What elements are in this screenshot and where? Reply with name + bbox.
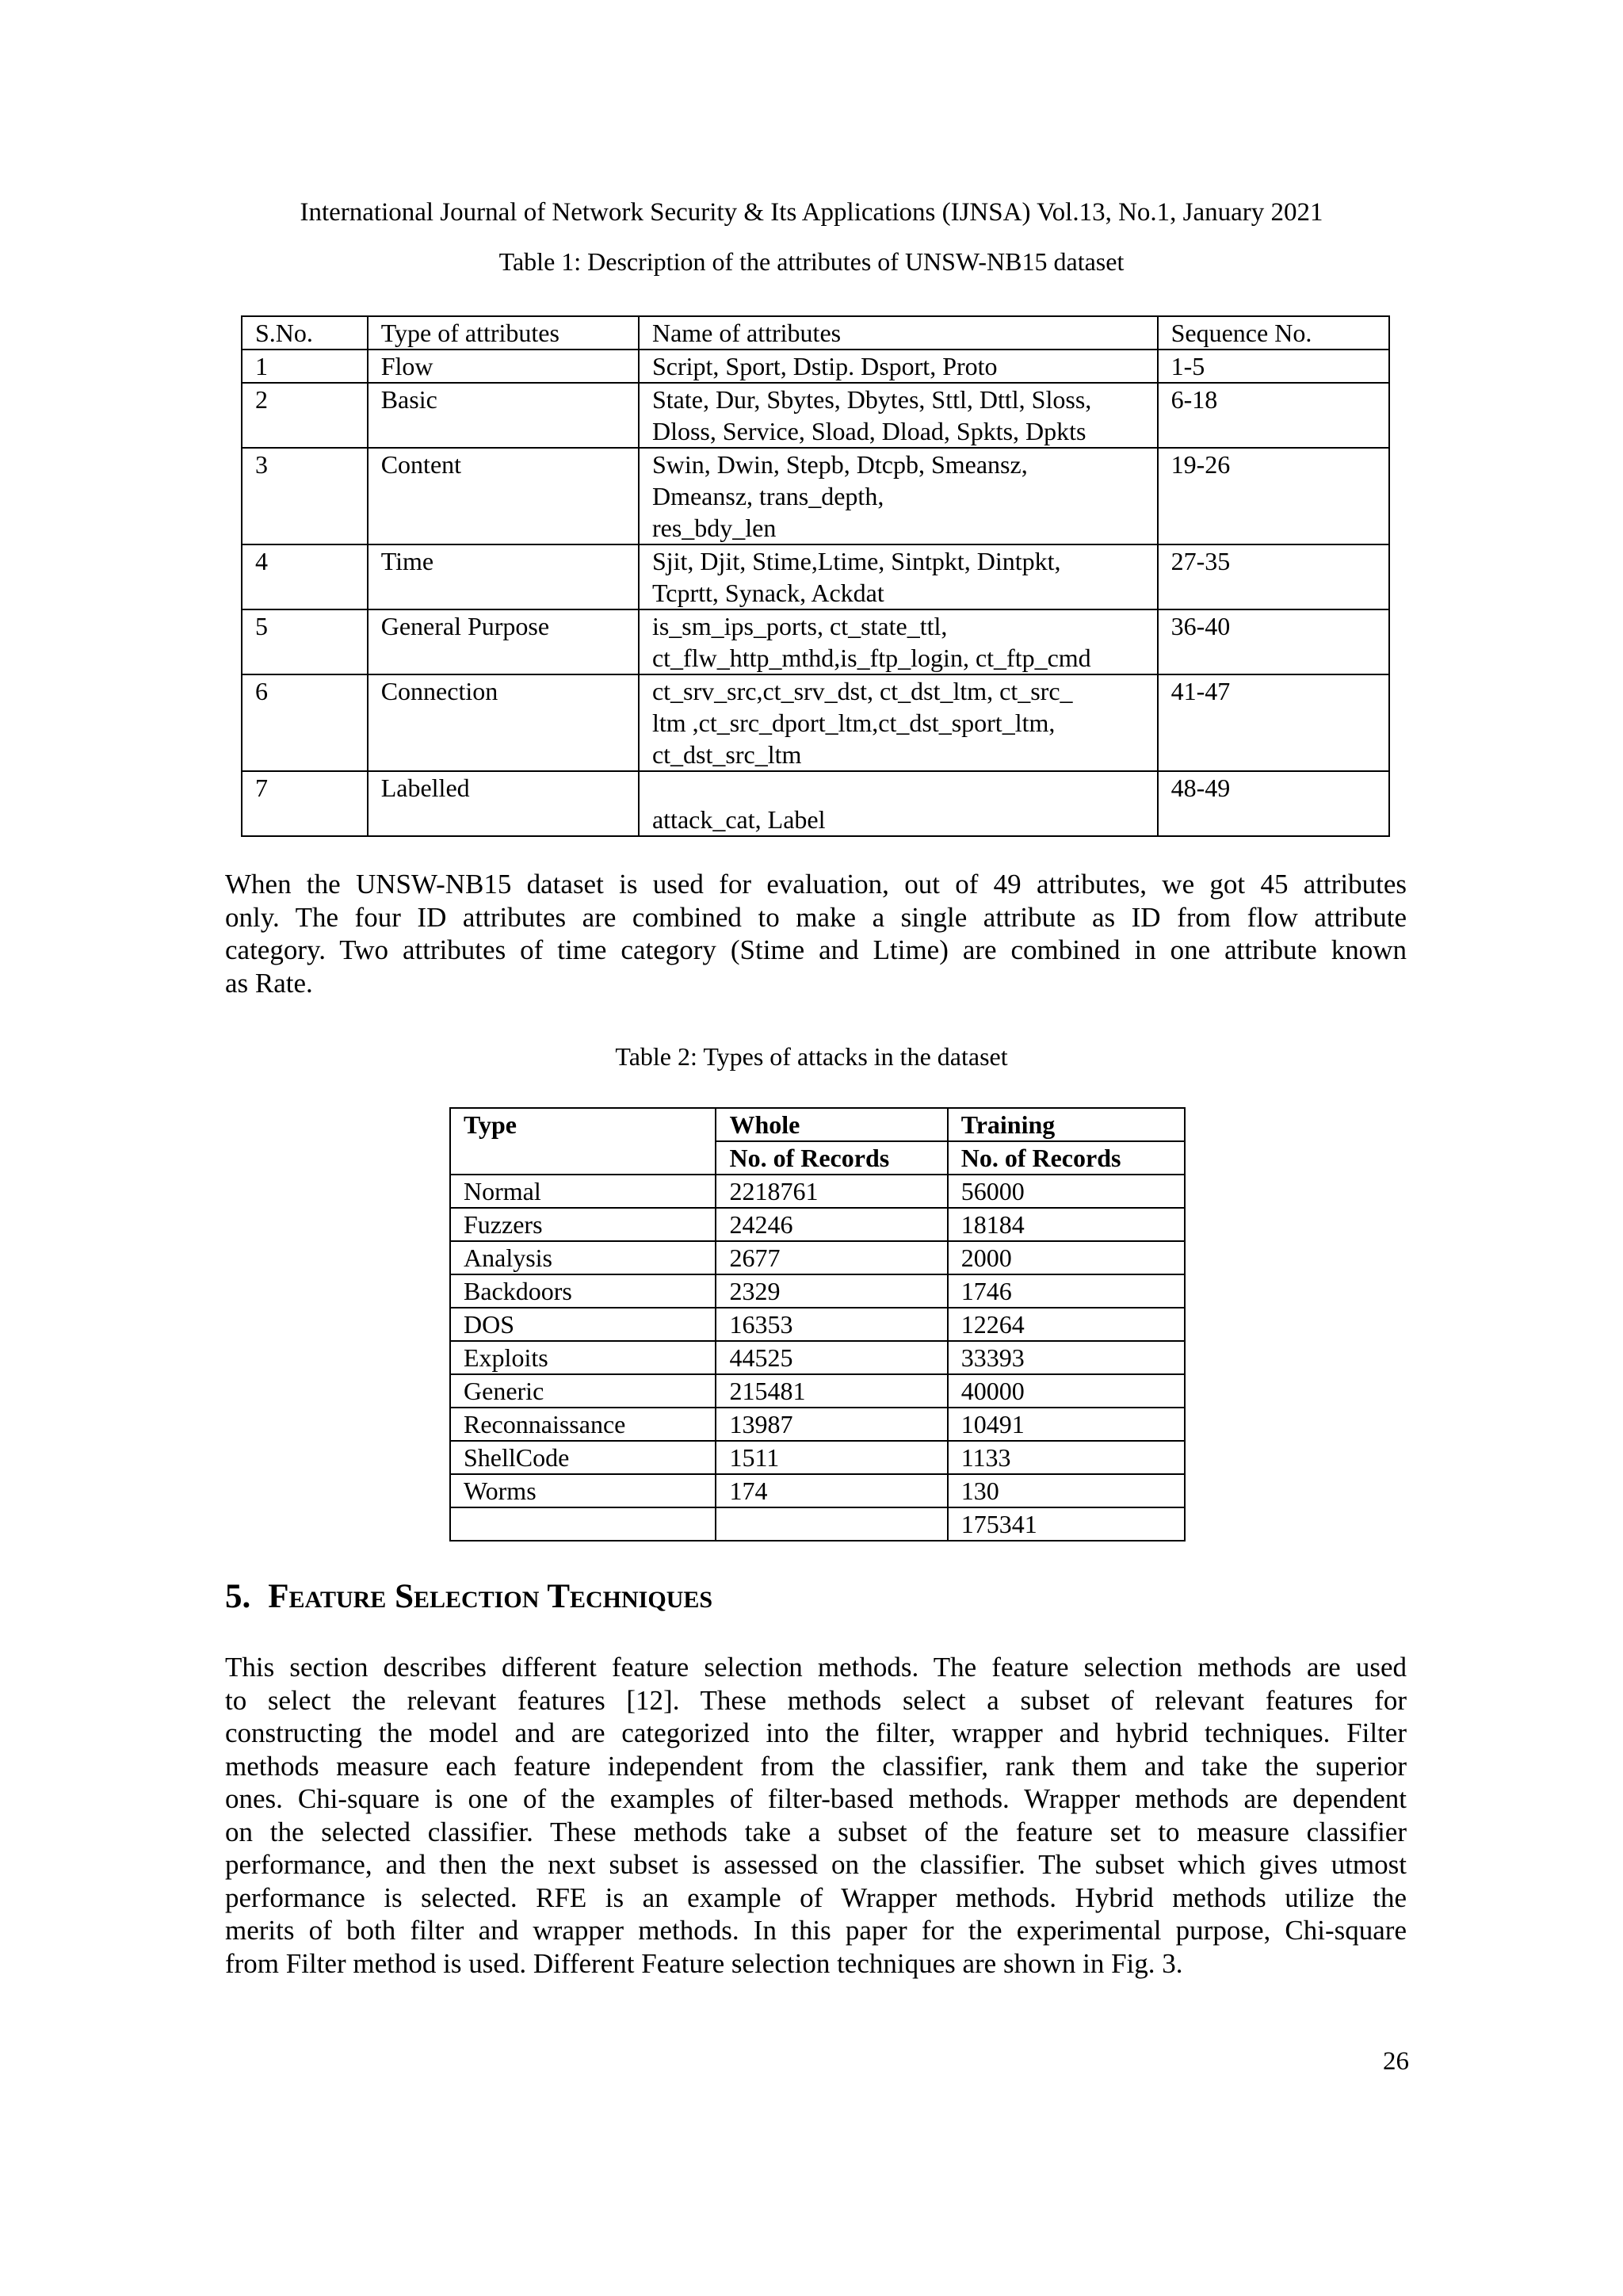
whole-records-cell: 215481: [716, 1374, 947, 1408]
type-cell: Content: [368, 448, 639, 544]
paragraph-line: on the selected classifier. These methods take a subset of the feature set to measure classifier: [225, 1816, 1407, 1847]
sequence-cell: 19-26: [1158, 448, 1389, 544]
header-cell-whole: Whole: [716, 1108, 947, 1141]
sequence-cell: 48-49: [1158, 771, 1389, 836]
header-cell: Name of attributes: [639, 316, 1158, 350]
names-line: State, Dur, Sbytes, Dbytes, Sttl, Dttl, Sloss,: [651, 385, 1092, 414]
table-row: [450, 1341, 1185, 1374]
sno-cell: 4: [242, 544, 368, 609]
type-cell: Basic: [368, 383, 639, 448]
sno-cell: 3: [242, 448, 368, 544]
training-records-cell: 40000: [948, 1374, 1185, 1408]
names-cell: [639, 544, 1158, 609]
header-cell: Type of attributes: [368, 316, 639, 350]
names-line: ct_flw_http_mthd,is_ftp_login, ct_ftp_cmd: [651, 644, 1091, 672]
type-cell: ShellCode: [450, 1441, 716, 1474]
whole-records-cell: 44525: [716, 1341, 947, 1374]
training-records-cell: 33393: [948, 1341, 1185, 1374]
subheader-cell-training: No. of Records: [948, 1141, 1185, 1175]
attack-types-table: [449, 1107, 1186, 1541]
type-cell: Flow: [368, 350, 639, 383]
attributes-table: [241, 315, 1390, 837]
names-cell: [639, 674, 1158, 771]
names-line: Dloss, Service, Sload, Dload, Spkts, Dpkts: [651, 417, 1086, 445]
whole-records-cell: 24246: [716, 1208, 947, 1241]
sequence-cell: 41-47: [1158, 674, 1389, 771]
table-row: [242, 544, 1389, 609]
paragraph-line: performance, and then the next subset is assessed on the classifier. The subset which gives utmost: [225, 1849, 1407, 1880]
paragraph-line: This section describes different feature selection methods. The feature selection methods are used: [225, 1652, 1407, 1683]
type-cell: Connection: [368, 674, 639, 771]
whole-records-cell: [716, 1507, 947, 1541]
names-cell: [639, 609, 1158, 674]
paragraph-dataset-evaluation: [225, 868, 1407, 999]
type-cell: DOS: [450, 1308, 716, 1341]
header-cell-training: Training: [948, 1108, 1185, 1141]
table1-caption: Table 1: Description of the attributes of UNSW-NB15 dataset: [498, 247, 1125, 276]
whole-records-cell: 1511: [716, 1441, 947, 1474]
type-cell: Time: [368, 544, 639, 609]
whole-records-cell: 2677: [716, 1241, 947, 1274]
sno-cell: 6: [242, 674, 368, 771]
table-row: [450, 1374, 1185, 1408]
attributes-table-body: [242, 316, 1389, 836]
type-cell: Worms: [450, 1474, 716, 1507]
training-records-cell: 18184: [948, 1208, 1185, 1241]
names-line: ltm ,ct_src_dport_ltm,ct_dst_sport_ltm,: [651, 709, 1056, 737]
section-number: 5.: [225, 1578, 251, 1615]
table2-caption: Table 2: Types of attacks in the dataset: [615, 1042, 1008, 1071]
table-row: [450, 1175, 1185, 1208]
table-row: [242, 383, 1389, 448]
training-records-cell: 2000: [948, 1241, 1185, 1274]
table-row: [450, 1274, 1185, 1308]
paragraph-line: methods measure each feature independent from the classifier, rank them and take the superior: [225, 1750, 1407, 1782]
table-row: [450, 1441, 1185, 1474]
names-line: attack_cat, Label: [651, 805, 826, 834]
table-row: [450, 1241, 1185, 1274]
type-cell: Analysis: [450, 1241, 716, 1274]
sequence-cell: 36-40: [1158, 609, 1389, 674]
table-row: [450, 1507, 1185, 1541]
paragraph-line: from Filter method is used. Different Feature selection techniques are shown in Fig. 3.: [225, 1947, 1183, 1979]
names-line: Sjit, Djit, Stime,Ltime, Sintpkt, Dintpkt,: [651, 547, 1061, 575]
names-line: ct_srv_src,ct_srv_dst, ct_dst_ltm, ct_src_: [651, 677, 1073, 705]
names-line: Swin, Dwin, Stepb, Dtcpb, Smeansz,: [651, 450, 1028, 479]
names-line: ct_dst_src_ltm: [651, 740, 802, 769]
whole-records-cell: 2218761: [716, 1175, 947, 1208]
attack-types-table-body: [450, 1108, 1185, 1541]
table-row: [242, 350, 1389, 383]
sno-cell: 2: [242, 383, 368, 448]
sequence-cell: 6-18: [1158, 383, 1389, 448]
names-line: Dmeansz, trans_depth,: [651, 482, 884, 510]
paragraph-line: to select the relevant features [12]. These methods select a subset of relevant features for: [225, 1684, 1407, 1716]
paragraph-line: merits of both filter and wrapper methods. In this paper for the experimental purpose, Chi-square: [225, 1915, 1407, 1946]
paragraph-line: as Rate.: [225, 967, 313, 999]
table-header-row: [450, 1108, 1185, 1141]
whole-records-cell: 16353: [716, 1308, 947, 1341]
type-cell: Normal: [450, 1175, 716, 1208]
header-cell: S.No.: [242, 316, 368, 350]
table-row: [450, 1408, 1185, 1441]
training-records-cell: 130: [948, 1474, 1185, 1507]
names-line: Script, Sport, Dstip. Dsport, Proto: [651, 352, 998, 380]
names-line: Tcprtt, Synack, Ackdat: [651, 579, 884, 607]
whole-records-cell: 174: [716, 1474, 947, 1507]
type-cell: Exploits: [450, 1341, 716, 1374]
table-row: [242, 448, 1389, 544]
names-line: [652, 772, 1157, 804]
type-cell: Labelled: [368, 771, 639, 836]
table-header-row: [242, 316, 1389, 350]
type-cell: Fuzzers: [450, 1208, 716, 1241]
subheader-cell-whole: No. of Records: [716, 1141, 947, 1175]
type-cell: Generic: [450, 1374, 716, 1408]
names-line: is_sm_ips_ports, ct_state_ttl,: [651, 612, 948, 640]
paragraph-line: only. The four ID attributes are combined to make a single attribute as ID from flow attribute: [225, 901, 1407, 933]
training-records-cell: 1133: [948, 1441, 1185, 1474]
training-records-cell: 175341: [948, 1507, 1185, 1541]
paragraph-line: ones. Chi-square is one of the examples of filter-based methods. Wrapper methods are dependent: [225, 1783, 1407, 1814]
sequence-cell: 27-35: [1158, 544, 1389, 609]
type-cell: General Purpose: [368, 609, 639, 674]
paragraph-line: constructing the model and are categorized into the filter, wrapper and hybrid techniques. Filter: [225, 1717, 1407, 1748]
table-row: [450, 1474, 1185, 1507]
page-number: 26: [1383, 2047, 1409, 2076]
table-row: [242, 674, 1389, 771]
table-row: [450, 1208, 1185, 1241]
section-title: Feature Selection Techniques: [268, 1578, 713, 1615]
whole-records-cell: 13987: [716, 1408, 947, 1441]
table-row: [242, 771, 1389, 836]
sno-cell: 1: [242, 350, 368, 383]
training-records-cell: 12264: [948, 1308, 1185, 1341]
training-records-cell: 10491: [948, 1408, 1185, 1441]
names-cell: [639, 448, 1158, 544]
paragraph-line: When the UNSW-NB15 dataset is used for evaluation, out of 49 attributes, we got 45 attributes: [225, 869, 1407, 900]
sno-cell: 5: [242, 609, 368, 674]
sno-cell: 7: [242, 771, 368, 836]
header-cell: Sequence No.: [1158, 316, 1389, 350]
type-cell: [450, 1507, 716, 1541]
paragraph-line: category. Two attributes of time category (Stime and Ltime) are combined in one attribute known: [225, 934, 1407, 965]
training-records-cell: 56000: [948, 1175, 1185, 1208]
names-cell: [639, 350, 1158, 383]
paragraph-feature-selection: [225, 1651, 1407, 1980]
sequence-cell: 1-5: [1158, 350, 1389, 383]
table-row: [450, 1308, 1185, 1341]
section-heading: [225, 1577, 712, 1617]
whole-records-cell: 2329: [716, 1274, 947, 1308]
type-cell: Reconnaissance: [450, 1408, 716, 1441]
training-records-cell: 1746: [948, 1274, 1185, 1308]
names-cell: [639, 771, 1158, 836]
header-cell-type: Type: [450, 1108, 716, 1175]
running-head: International Journal of Network Security & Its Applications (IJNSA) Vol.13, No.1, January 2021: [300, 198, 1323, 227]
paragraph-line: performance is selected. RFE is an example of Wrapper methods. Hybrid methods utilize the: [225, 1881, 1407, 1913]
table-row: [242, 609, 1389, 674]
names-cell: [639, 383, 1158, 448]
names-line: res_bdy_len: [651, 514, 777, 542]
type-cell: Backdoors: [450, 1274, 716, 1308]
